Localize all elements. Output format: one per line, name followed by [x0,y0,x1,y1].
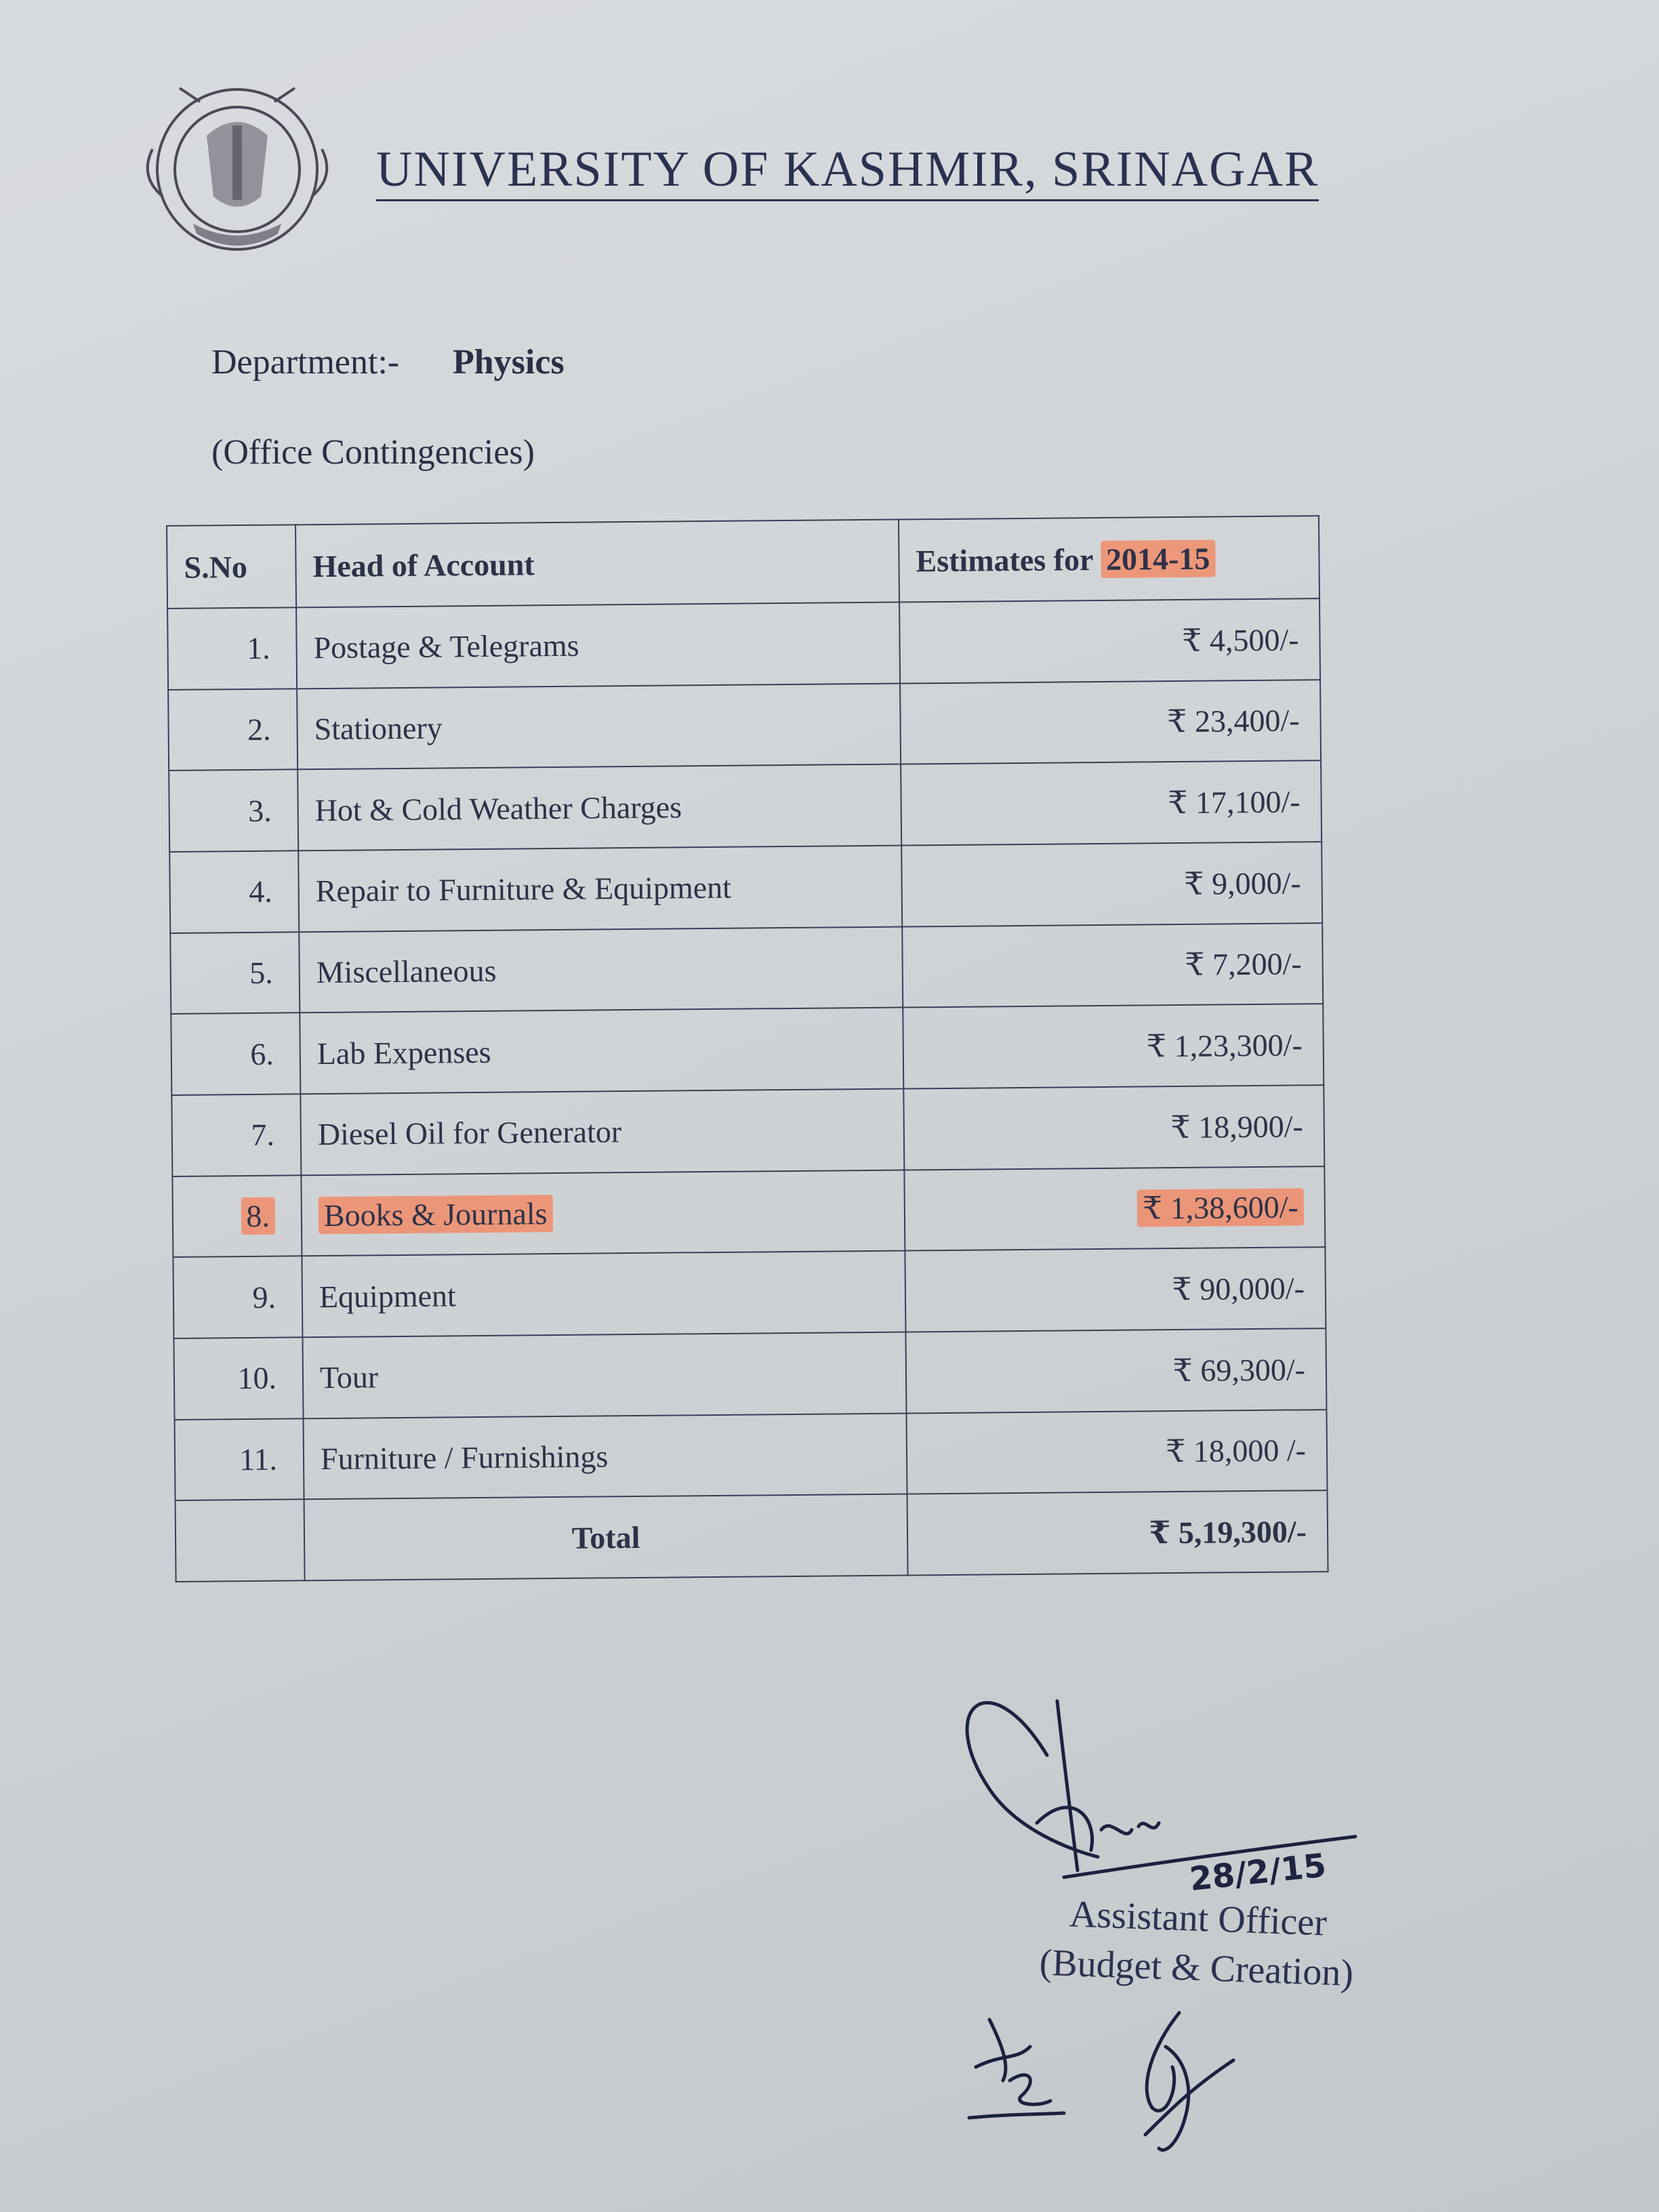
row-amount: ₹ 90,000/- [905,1247,1326,1332]
estimates-table-wrapper [166,525,1318,1582]
officer-title [1039,1889,1356,1999]
initials-signature-icon [962,2006,1247,2162]
header-estimates-label: Estimates for [916,541,1101,578]
table-row [171,1004,1324,1094]
header-head-of-account: Head of Account [295,520,899,608]
total-label: Total [304,1494,908,1581]
header-sno: S.No [167,525,296,609]
row-sno: 5. [170,932,300,1014]
row-amount: ₹ 17,100/- [901,760,1322,845]
total-sno-empty [176,1499,305,1581]
table-row [175,1410,1328,1500]
university-name: UNIVERSITY OF KASHMIR, SRINAGAR [376,144,1319,201]
table-row-highlighted [172,1166,1325,1257]
table-row [173,1328,1326,1419]
row-head-highlight: Books & Journals [319,1195,553,1234]
row-head: Equipment [302,1251,905,1337]
table-row [173,1247,1326,1338]
office-contingencies-subtitle: (Office Contingencies) [211,433,535,472]
row-head: Postage & Telegrams [296,602,900,689]
row-amount: ₹ 1,23,300/- [903,1004,1324,1088]
row-amount [904,1166,1325,1251]
row-amount-highlight: ₹ 1,38,600/- [1137,1189,1304,1227]
row-amount: ₹ 18,900/- [903,1085,1324,1170]
table-row [170,923,1323,1014]
row-amount: ₹ 9,000/- [901,842,1322,926]
row-sno: 3. [169,770,298,852]
table-row [167,598,1320,689]
row-head: Lab Expenses [300,1008,903,1094]
row-sno: 6. [171,1013,300,1095]
signature-date: 28/2/15 [1187,1846,1328,1899]
row-sno: 7. [171,1094,301,1176]
estimates-table [166,515,1329,1582]
row-sno: 11. [175,1418,304,1500]
row-head: Tour [302,1332,906,1418]
row-head: Furniture / Furnishings [304,1413,907,1499]
row-head: Miscellaneous [299,926,903,1012]
row-amount: ₹ 7,200/- [902,923,1323,1008]
row-amount: ₹ 18,000 /- [906,1410,1327,1494]
row-head [301,1170,905,1256]
row-sno: 4. [169,851,299,933]
row-head: Hot & Cold Weather Charges [298,764,901,851]
table-row [168,680,1321,771]
row-sno: 10. [173,1337,303,1419]
row-amount: ₹ 23,400/- [900,680,1321,764]
table-row [169,760,1322,851]
row-sno: 9. [173,1256,302,1338]
header-estimates [899,516,1319,602]
row-sno: 2. [168,689,298,771]
officer-title-line2: (Budget & Creation) [1038,1941,1355,1994]
row-head: Diesel Oil for Generator [300,1088,904,1174]
row-amount: ₹ 4,500/- [899,598,1320,683]
table-row [171,1085,1324,1176]
table-header-row [167,516,1319,609]
estimate-year: 2014-15 [1101,539,1216,577]
row-sno [172,1175,302,1257]
university-seal-icon [125,61,349,264]
total-row [176,1490,1328,1582]
row-head: Repair to Furniture & Equipment [298,846,902,932]
row-head: Stationery [297,683,901,769]
officer-title-line1: Assistant Officer [1069,1893,1328,1944]
department-label: Department:- [211,343,400,382]
total-amount: ₹ 5,19,300/- [907,1490,1328,1575]
department-value: Physics [453,343,565,382]
row-amount: ₹ 69,300/- [905,1328,1326,1413]
table-row [169,842,1322,933]
row-sno-highlight: 8. [241,1197,275,1235]
row-sno: 1. [167,607,297,689]
